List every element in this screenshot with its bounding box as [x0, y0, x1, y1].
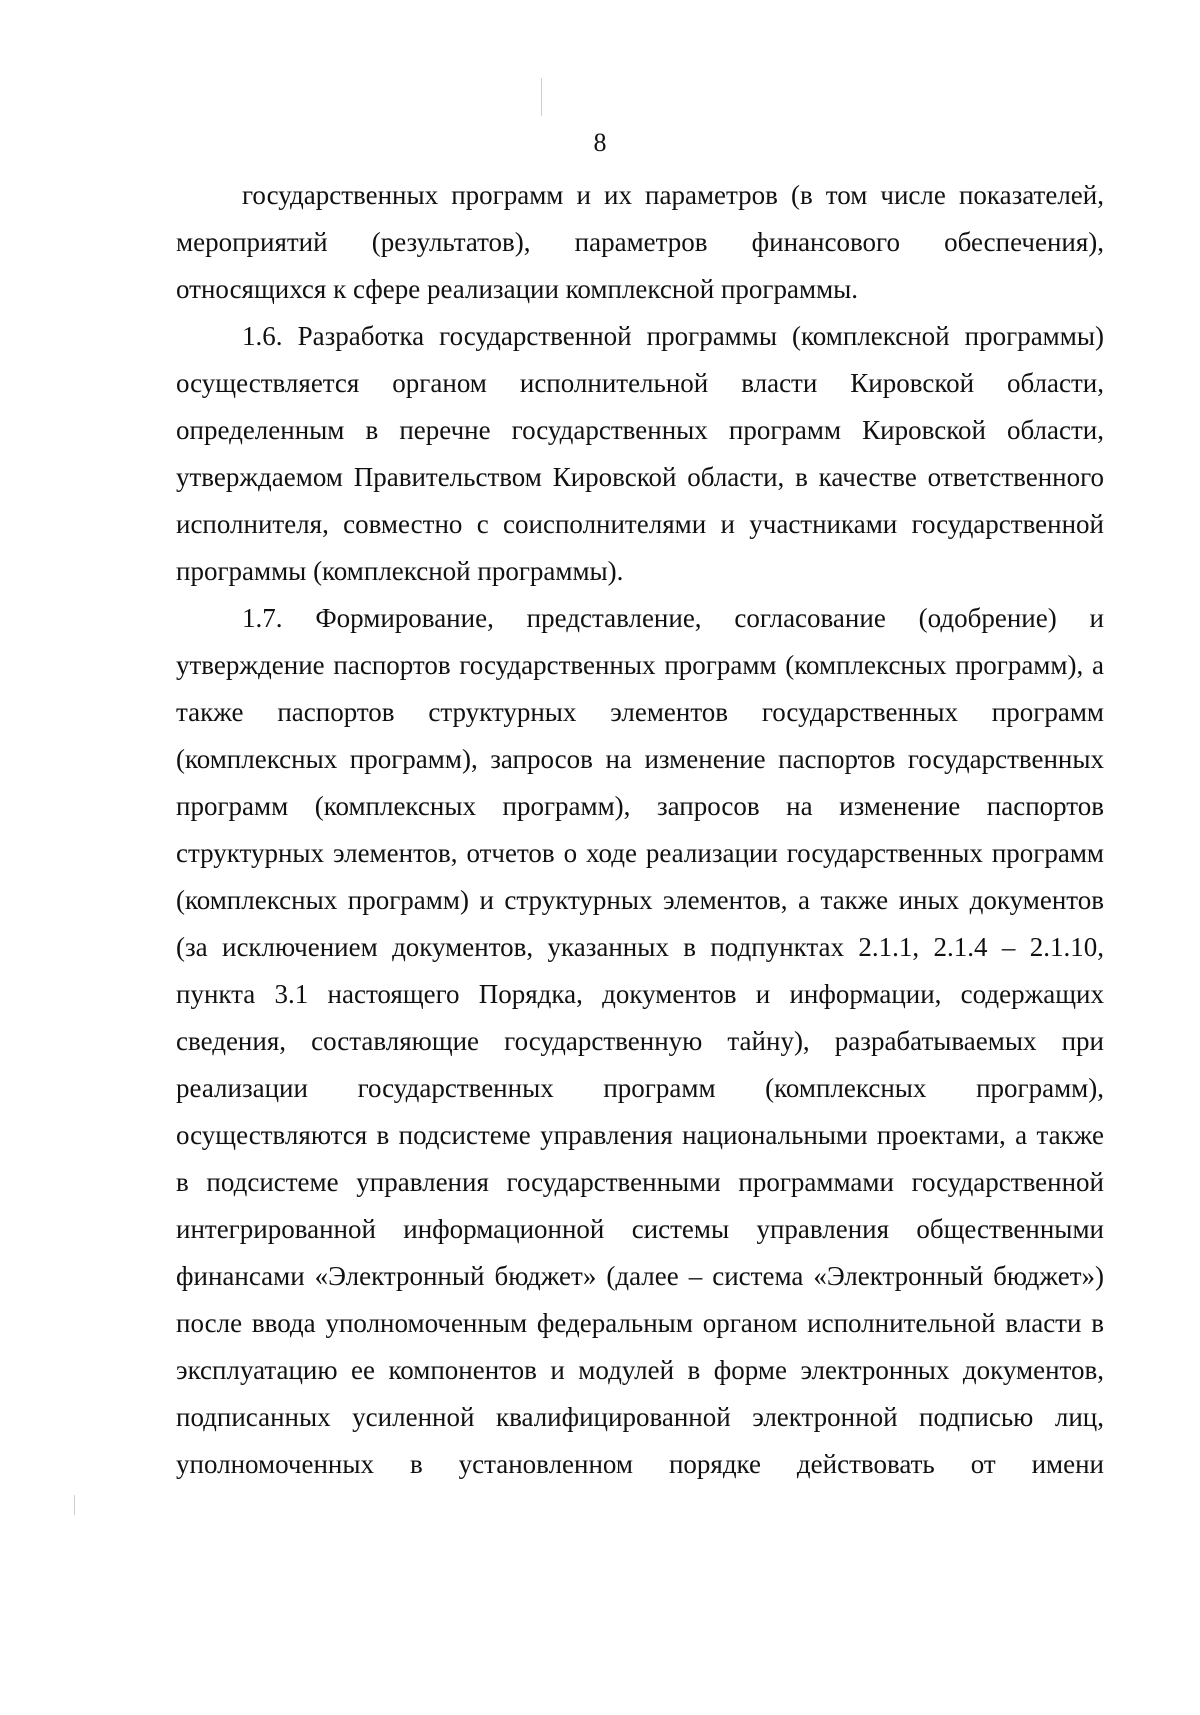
text-line: (комплексных программ), запросов на изменение паспортов государственных [176, 744, 1104, 774]
text-line: уполномоченных в установленном порядке действовать от имени [176, 1449, 1104, 1479]
text-line: программы (комплексной программы). [176, 556, 624, 586]
scan-artifact-top [541, 78, 542, 116]
scan-artifact-left [74, 1495, 75, 1515]
text-line: эксплуатацию ее компонентов и модулей в форме электронных документов, [176, 1355, 1104, 1385]
text-line: в подсистеме управления государственными программами государственной [176, 1167, 1104, 1197]
text-line: (за исключением документов, указанных в подпунктах 2.1.1, 2.1.4 – 2.1.10, [176, 932, 1104, 962]
text-line: подписанных усиленной квалифицированной электронной подписью лиц, [176, 1402, 1104, 1432]
text-line: финансами «Электронный бюджет» (далее – система «Электронный бюджет») [176, 1261, 1104, 1291]
text-line: также паспортов структурных элементов государственных программ [176, 697, 1104, 727]
text-line: определенным в перечне государственных программ Кировской области, [176, 415, 1104, 445]
text-line: 1.7. Формирование, представление, согласование (одобрение) и [242, 603, 1104, 633]
paragraph-1-7 [176, 595, 1104, 1488]
text-line: утверждаемом Правительством Кировской области, в качестве ответственного [176, 462, 1104, 492]
paragraph-continuation [176, 172, 1104, 313]
text-line: утверждение паспортов государственных программ (комплексных программ), а [176, 650, 1104, 680]
text-line: после ввода уполномоченным федеральным органом исполнительной власти в [176, 1308, 1104, 1338]
document-body [176, 172, 1104, 1488]
text-line: мероприятий (результатов), параметров финансового обеспечения), [176, 227, 1104, 257]
text-line: 1.6. Разработка государственной программы (комплексной программы) [242, 321, 1104, 351]
text-line: сведения, составляющие государственную тайну), разрабатываемых при [176, 1026, 1104, 1056]
text-line: пункта 3.1 настоящего Порядка, документов и информации, содержащих [176, 979, 1104, 1009]
text-line: осуществляются в подсистеме управления национальными проектами, а также [176, 1120, 1104, 1150]
text-line: программ (комплексных программ), запросов на изменение паспортов [176, 791, 1104, 821]
page-number: 8 [593, 128, 607, 157]
text-line: исполнителя, совместно с соисполнителями и участниками государственной [176, 509, 1104, 539]
paragraph-1-6 [176, 313, 1104, 595]
text-line: структурных элементов, отчетов о ходе реализации государственных программ [176, 838, 1104, 868]
text-line: государственных программ и их параметров (в том числе показателей, [242, 180, 1104, 210]
text-line: (комплексных программ) и структурных элементов, а также иных документов [176, 885, 1104, 915]
text-line: осуществляется органом исполнительной власти Кировской области, [176, 368, 1104, 398]
text-line: относящихся к сфере реализации комплексной программы. [176, 274, 859, 304]
text-line: реализации государственных программ (комплексных программ), [176, 1073, 1104, 1103]
text-line: интегрированной информационной системы управления общественными [176, 1214, 1104, 1244]
